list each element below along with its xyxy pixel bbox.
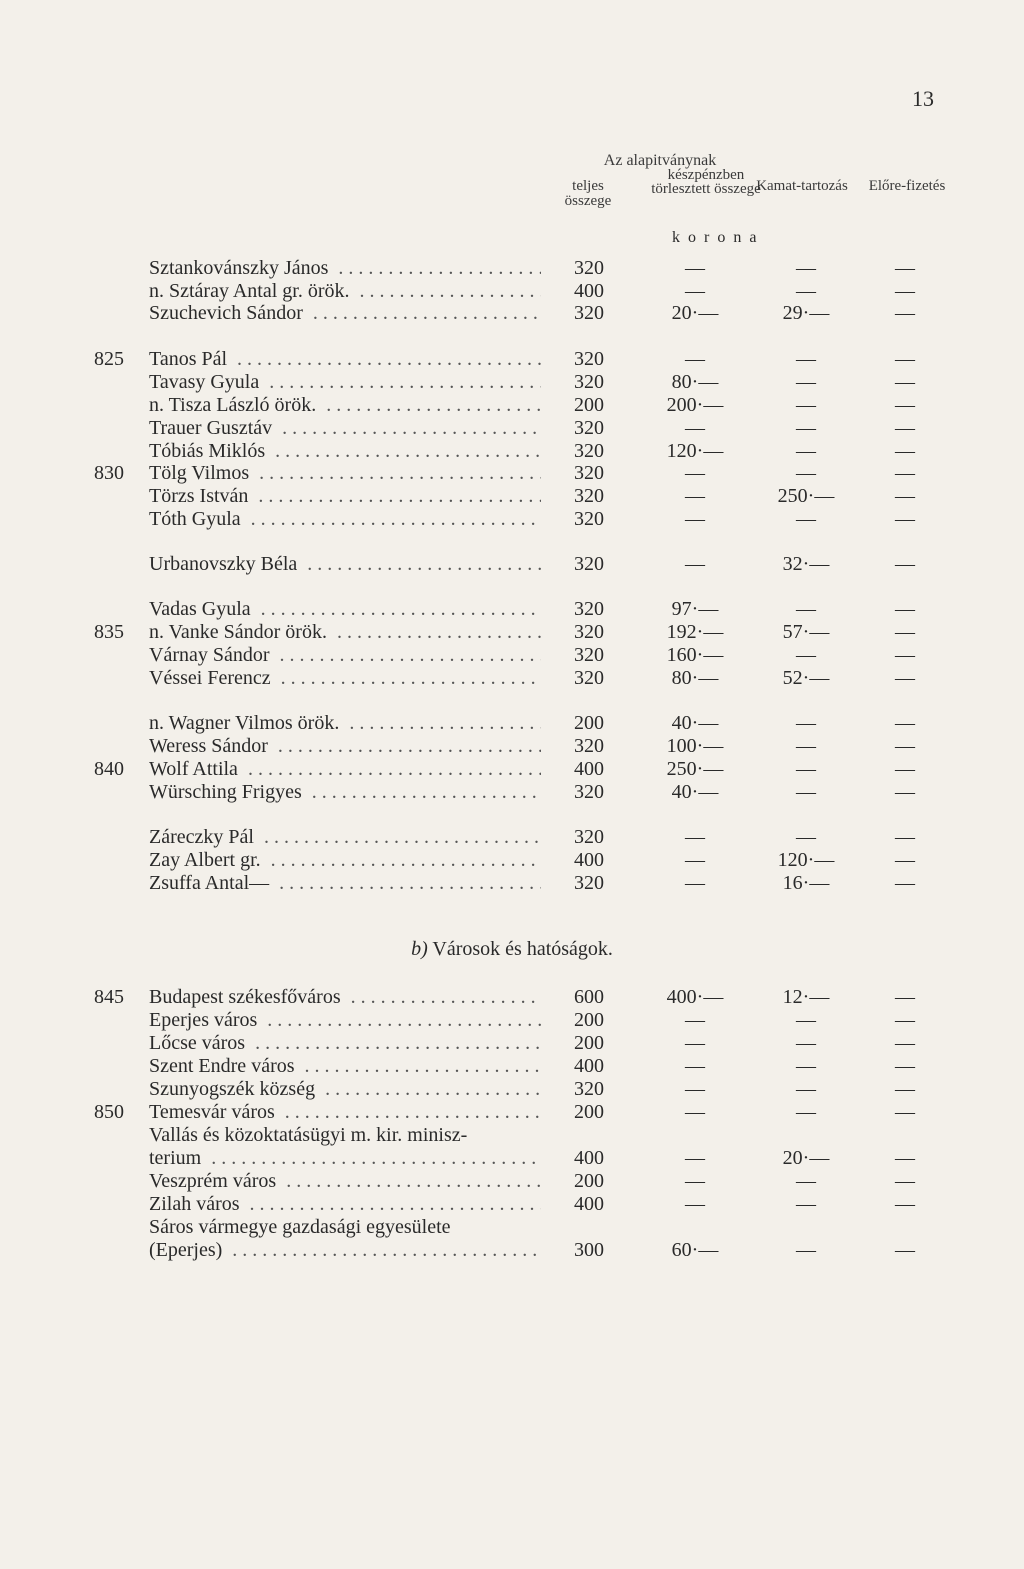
value-prepayment: —: [895, 462, 915, 484]
value-total: 320: [574, 598, 604, 620]
value-interest: —: [796, 644, 816, 666]
value-interest: —: [796, 1101, 816, 1123]
value-prepayment: —: [895, 1239, 915, 1261]
row-name: Tóbiás Miklós .....: [149, 440, 541, 463]
table-row: [0, 508, 1024, 531]
table-row: [0, 598, 1024, 621]
value-total: 300: [574, 1239, 604, 1261]
value-paid: —: [685, 348, 705, 370]
value-total: 320: [574, 735, 604, 757]
value-paid: 160·—: [666, 644, 724, 666]
table-row: [0, 667, 1024, 690]
value-total: 200: [574, 1032, 604, 1054]
value-paid: —: [685, 1101, 705, 1123]
row-name: Törzs István .....: [149, 485, 541, 508]
row-name: Lőcse város .....: [149, 1032, 541, 1055]
value-interest: —: [796, 781, 816, 803]
value-prepayment: —: [895, 485, 915, 507]
value-total: 320: [574, 872, 604, 894]
value-paid: —: [685, 1055, 705, 1077]
section-b-heading: [0, 938, 1024, 961]
value-prepayment: —: [895, 302, 915, 324]
row-name: Szunyogszék község .....: [149, 1078, 541, 1101]
value-paid: 80·—: [671, 371, 719, 393]
value-paid: 192·—: [666, 621, 724, 643]
row-name: Veszprém város .....: [149, 1170, 541, 1193]
value-prepayment: —: [895, 1055, 915, 1077]
value-paid: 40·—: [671, 781, 719, 803]
value-interest: —: [796, 462, 816, 484]
value-paid: —: [685, 826, 705, 848]
value-total: 200: [574, 394, 604, 416]
value-paid: —: [685, 1078, 705, 1100]
value-paid: —: [685, 280, 705, 302]
row-name: Záreczky Pál .....: [149, 826, 541, 849]
value-total: 320: [574, 462, 604, 484]
value-paid: —: [685, 1193, 705, 1215]
header-col-paid: készpénzben törlesztett összege: [651, 167, 761, 197]
value-prepayment: —: [895, 986, 915, 1008]
value-prepayment: —: [895, 1193, 915, 1215]
value-total: 320: [574, 371, 604, 393]
value-prepayment: —: [895, 781, 915, 803]
value-total: 320: [574, 826, 604, 848]
row-name: Eperjes város .....: [149, 1009, 541, 1032]
table-row: [0, 1147, 1024, 1170]
header-col-prepayment: Előre-fizetés: [868, 178, 946, 194]
section-b-title: Városok és hatóságok.: [432, 938, 613, 960]
table-row: [0, 1009, 1024, 1032]
value-total: 320: [574, 417, 604, 439]
value-interest: —: [796, 417, 816, 439]
row-name: Sáros vármegye gazdasági egyesülete: [149, 1216, 451, 1238]
row-name: Temesvár város .....: [149, 1101, 541, 1124]
row-name: n. Tisza László örök. .....: [149, 394, 541, 417]
value-interest: 29·—: [782, 302, 830, 324]
table-row: [0, 1078, 1024, 1101]
value-paid: 250·—: [666, 758, 724, 780]
value-interest: —: [796, 826, 816, 848]
value-interest: —: [796, 1193, 816, 1215]
row-number: 835: [94, 621, 124, 643]
value-paid: —: [685, 417, 705, 439]
value-interest: —: [796, 280, 816, 302]
value-paid: 40·—: [671, 712, 719, 734]
table-row: [0, 302, 1024, 325]
value-prepayment: —: [895, 417, 915, 439]
value-paid: 97·—: [671, 598, 719, 620]
row-name: Urbanovszky Béla .....: [149, 553, 541, 576]
value-prepayment: —: [895, 1101, 915, 1123]
value-interest: —: [796, 1032, 816, 1054]
table-row: [0, 280, 1024, 303]
value-prepayment: —: [895, 508, 915, 530]
value-prepayment: —: [895, 371, 915, 393]
value-interest: 52·—: [782, 667, 830, 689]
row-name: Várnay Sándor .....: [149, 644, 541, 667]
row-number: 825: [94, 348, 124, 370]
value-total: 200: [574, 1009, 604, 1031]
table-row: [0, 440, 1024, 463]
table-row: [0, 462, 1024, 485]
value-paid: 100·—: [666, 735, 724, 757]
value-prepayment: —: [895, 348, 915, 370]
value-paid: —: [685, 1170, 705, 1192]
value-interest: 120·—: [777, 849, 835, 871]
value-paid: —: [685, 1147, 705, 1169]
value-interest: 12·—: [782, 986, 830, 1008]
value-paid: —: [685, 257, 705, 279]
value-prepayment: —: [895, 280, 915, 302]
header-col-total: teljes összege: [564, 178, 612, 209]
value-total: 320: [574, 1078, 604, 1100]
table-row: [0, 1124, 1024, 1147]
row-name: Budapest székesfőváros .....: [149, 986, 541, 1009]
value-interest: —: [796, 598, 816, 620]
value-interest: —: [796, 394, 816, 416]
value-total: 400: [574, 849, 604, 871]
value-interest: 57·—: [782, 621, 830, 643]
row-name: n. Sztáray Antal gr. örök. .....: [149, 280, 541, 303]
table-row: [0, 257, 1024, 280]
row-name: Wolf Attila .....: [149, 758, 541, 781]
value-paid: 200·—: [666, 394, 724, 416]
value-paid: 400·—: [666, 986, 724, 1008]
row-name: Szuchevich Sándor .....: [149, 302, 541, 325]
row-name: (Eperjes) .....: [149, 1239, 541, 1262]
value-prepayment: —: [895, 849, 915, 871]
table-row: [0, 872, 1024, 895]
value-interest: —: [796, 1055, 816, 1077]
row-name: Véssei Ferencz .....: [149, 667, 541, 690]
table-row: [0, 1239, 1024, 1262]
value-interest: —: [796, 1009, 816, 1031]
table-row: [0, 1216, 1024, 1239]
value-prepayment: —: [895, 644, 915, 666]
row-name: Zilah város .....: [149, 1193, 541, 1216]
value-paid: 80·—: [671, 667, 719, 689]
value-total: 400: [574, 1147, 604, 1169]
value-interest: —: [796, 735, 816, 757]
row-number: 845: [94, 986, 124, 1008]
row-name: Tanos Pál .....: [149, 348, 541, 371]
value-total: 400: [574, 1055, 604, 1077]
table-row: [0, 1101, 1024, 1124]
table-row: [0, 826, 1024, 849]
table-row: [0, 781, 1024, 804]
table-row: [0, 394, 1024, 417]
value-prepayment: —: [895, 872, 915, 894]
value-total: 320: [574, 440, 604, 462]
unit-label: korona: [672, 229, 765, 246]
section-b-letter: b): [411, 938, 428, 960]
table-row: [0, 553, 1024, 576]
value-paid: 120·—: [666, 440, 724, 462]
value-paid: 60·—: [671, 1239, 719, 1261]
value-paid: —: [685, 485, 705, 507]
table-row: [0, 371, 1024, 394]
value-paid: —: [685, 1032, 705, 1054]
value-prepayment: —: [895, 1009, 915, 1031]
value-total: 600: [574, 986, 604, 1008]
value-interest: —: [796, 440, 816, 462]
value-prepayment: —: [895, 758, 915, 780]
value-total: 320: [574, 508, 604, 530]
row-name: terium .....: [149, 1147, 541, 1170]
table-row: [0, 735, 1024, 758]
value-prepayment: —: [895, 621, 915, 643]
value-total: 200: [574, 1101, 604, 1123]
table-row: [0, 1193, 1024, 1216]
row-name: Tavasy Gyula .....: [149, 371, 541, 394]
table-row: [0, 417, 1024, 440]
value-total: 320: [574, 644, 604, 666]
row-name: Zsuffa Antal— .....: [149, 872, 541, 895]
row-name: Sztankovánszky János .....: [149, 257, 541, 280]
value-interest: —: [796, 1239, 816, 1261]
value-total: 200: [574, 1170, 604, 1192]
value-interest: —: [796, 508, 816, 530]
value-total: 320: [574, 257, 604, 279]
value-total: 320: [574, 621, 604, 643]
value-total: 320: [574, 667, 604, 689]
value-total: 400: [574, 280, 604, 302]
value-total: 320: [574, 485, 604, 507]
value-prepayment: —: [895, 1147, 915, 1169]
value-prepayment: —: [895, 394, 915, 416]
table-row: [0, 712, 1024, 735]
row-name: Vallás és közoktatásügyi m. kir. minisz-: [149, 1124, 468, 1146]
value-interest: —: [796, 712, 816, 734]
row-name: Weress Sándor .....: [149, 735, 541, 758]
table-row: [0, 1032, 1024, 1055]
value-prepayment: —: [895, 712, 915, 734]
table-row: [0, 758, 1024, 781]
page-number: 13: [912, 86, 934, 111]
header-col-interest: Kamat-tartozás: [756, 178, 848, 194]
row-name: Tölg Vilmos .....: [149, 462, 541, 485]
row-number: 830: [94, 462, 124, 484]
value-interest: —: [796, 257, 816, 279]
value-interest: 32·—: [782, 553, 830, 575]
value-paid: 20·—: [671, 302, 719, 324]
row-name: Tóth Gyula .....: [149, 508, 541, 531]
table-row: [0, 849, 1024, 872]
value-interest: 20·—: [782, 1147, 830, 1169]
value-prepayment: —: [895, 826, 915, 848]
table-row: [0, 986, 1024, 1009]
value-prepayment: —: [895, 1032, 915, 1054]
row-number: 850: [94, 1101, 124, 1123]
table-row: [0, 1055, 1024, 1078]
row-number: 840: [94, 758, 124, 780]
value-interest: 16·—: [782, 872, 830, 894]
value-total: 400: [574, 758, 604, 780]
table-row: [0, 348, 1024, 371]
row-name: Würsching Frigyes .....: [149, 781, 541, 804]
value-paid: —: [685, 508, 705, 530]
value-prepayment: —: [895, 1170, 915, 1192]
value-prepayment: —: [895, 257, 915, 279]
table-row: [0, 485, 1024, 508]
table-row: [0, 621, 1024, 644]
value-paid: —: [685, 462, 705, 484]
row-name: Zay Albert gr. .....: [149, 849, 541, 872]
value-paid: —: [685, 849, 705, 871]
value-total: 400: [574, 1193, 604, 1215]
value-interest: —: [796, 348, 816, 370]
value-paid: —: [685, 872, 705, 894]
table-row: [0, 644, 1024, 667]
row-name: n. Wagner Vilmos örök. .....: [149, 712, 541, 735]
value-prepayment: —: [895, 1078, 915, 1100]
value-total: 200: [574, 712, 604, 734]
value-total: 320: [574, 348, 604, 370]
row-name: n. Vanke Sándor örök. .....: [149, 621, 541, 644]
value-paid: —: [685, 1009, 705, 1031]
row-name: Vadas Gyula .....: [149, 598, 541, 621]
value-prepayment: —: [895, 667, 915, 689]
value-interest: —: [796, 371, 816, 393]
value-paid: —: [685, 553, 705, 575]
value-prepayment: —: [895, 440, 915, 462]
table-row: [0, 1170, 1024, 1193]
row-name: Szent Endre város .....: [149, 1055, 541, 1078]
value-interest: —: [796, 758, 816, 780]
value-interest: 250·—: [777, 485, 835, 507]
value-prepayment: —: [895, 735, 915, 757]
value-total: 320: [574, 781, 604, 803]
value-interest: —: [796, 1170, 816, 1192]
value-prepayment: —: [895, 553, 915, 575]
value-prepayment: —: [895, 598, 915, 620]
row-name: Trauer Gusztáv .....: [149, 417, 541, 440]
value-total: 320: [574, 553, 604, 575]
value-interest: —: [796, 1078, 816, 1100]
value-total: 320: [574, 302, 604, 324]
header-group-title: Az alapitványnak: [603, 152, 717, 169]
